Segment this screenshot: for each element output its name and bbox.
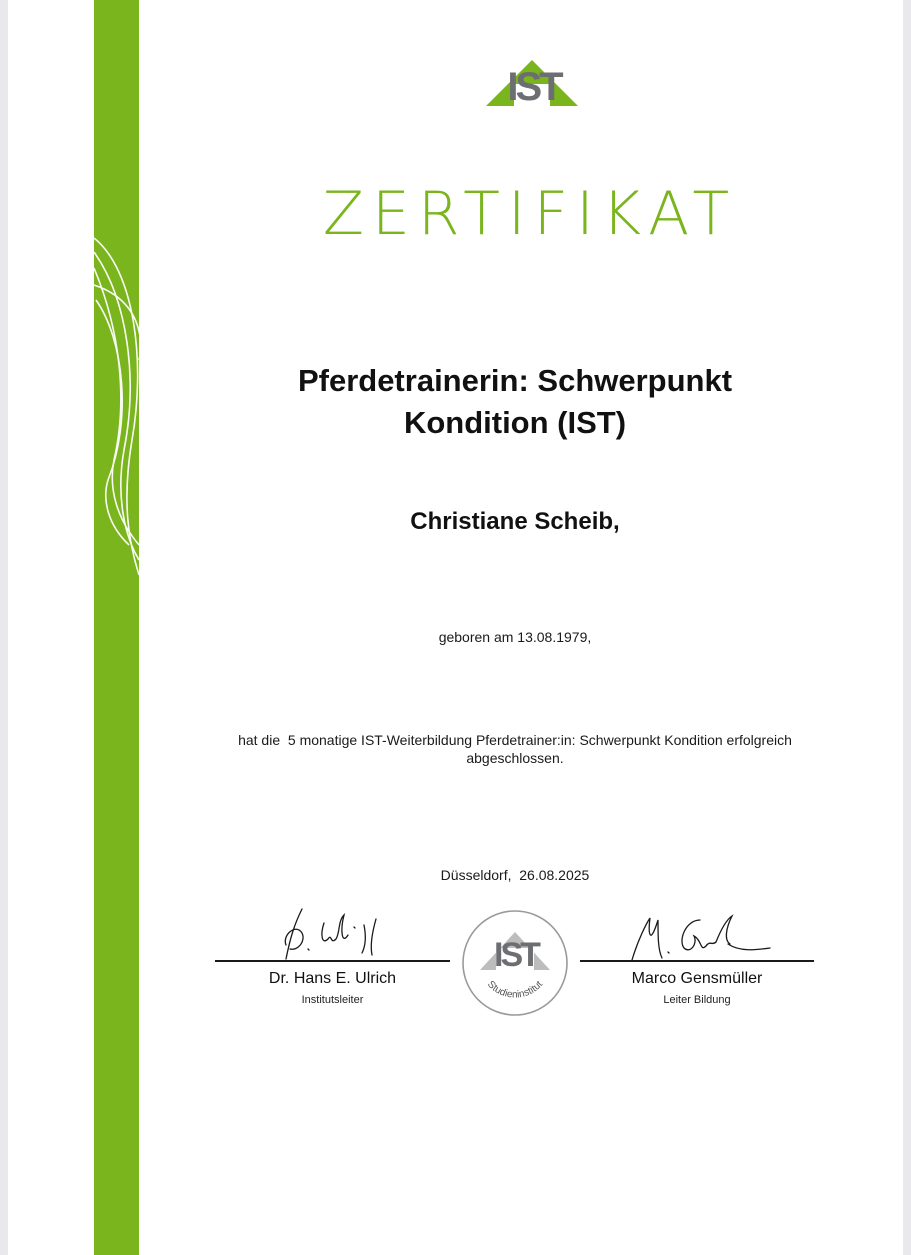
signature-right: [628, 910, 773, 965]
ist-studieninstitut-seal: [460, 908, 570, 1018]
signature-line-right: [580, 960, 814, 962]
signature-line-left: [215, 960, 450, 962]
course-title-line-1: Pferdetrainerin: Schwerpunkt: [297, 363, 733, 398]
completion-line-2: abgeschlossen.: [466, 750, 564, 766]
certificate-heading: ZERTIFIKAT: [322, 179, 738, 249]
signer-left-role: Institutsleiter: [301, 994, 364, 1006]
logo-text: IST: [507, 65, 561, 108]
signer-right-name: Marco Gensmüller: [631, 970, 763, 987]
seal-ring-text: Studieninstitut: [485, 979, 545, 1001]
signer-right-role: Leiter Bildung: [663, 994, 731, 1006]
seal-logo-text: IST: [494, 936, 538, 974]
signature-left: [280, 905, 390, 965]
completion-line-1: hat die 5 monatige IST-Weiterbildung Pferdetrainer:in: Schwerpunkt Kondition erfolgreich: [238, 732, 792, 748]
place-and-date: Düsseldorf, 26.08.2025: [440, 867, 590, 883]
completion-statement: [205, 731, 825, 767]
recipient-name: Christiane Scheib,: [410, 508, 620, 535]
ist-logo: [484, 56, 580, 108]
course-title: [240, 360, 790, 444]
signer-left-name: Dr. Hans E. Ulrich: [268, 970, 397, 987]
course-title-line-2: Kondition (IST): [403, 405, 627, 440]
birth-date-line: geboren am 13.08.1979,: [438, 629, 592, 645]
